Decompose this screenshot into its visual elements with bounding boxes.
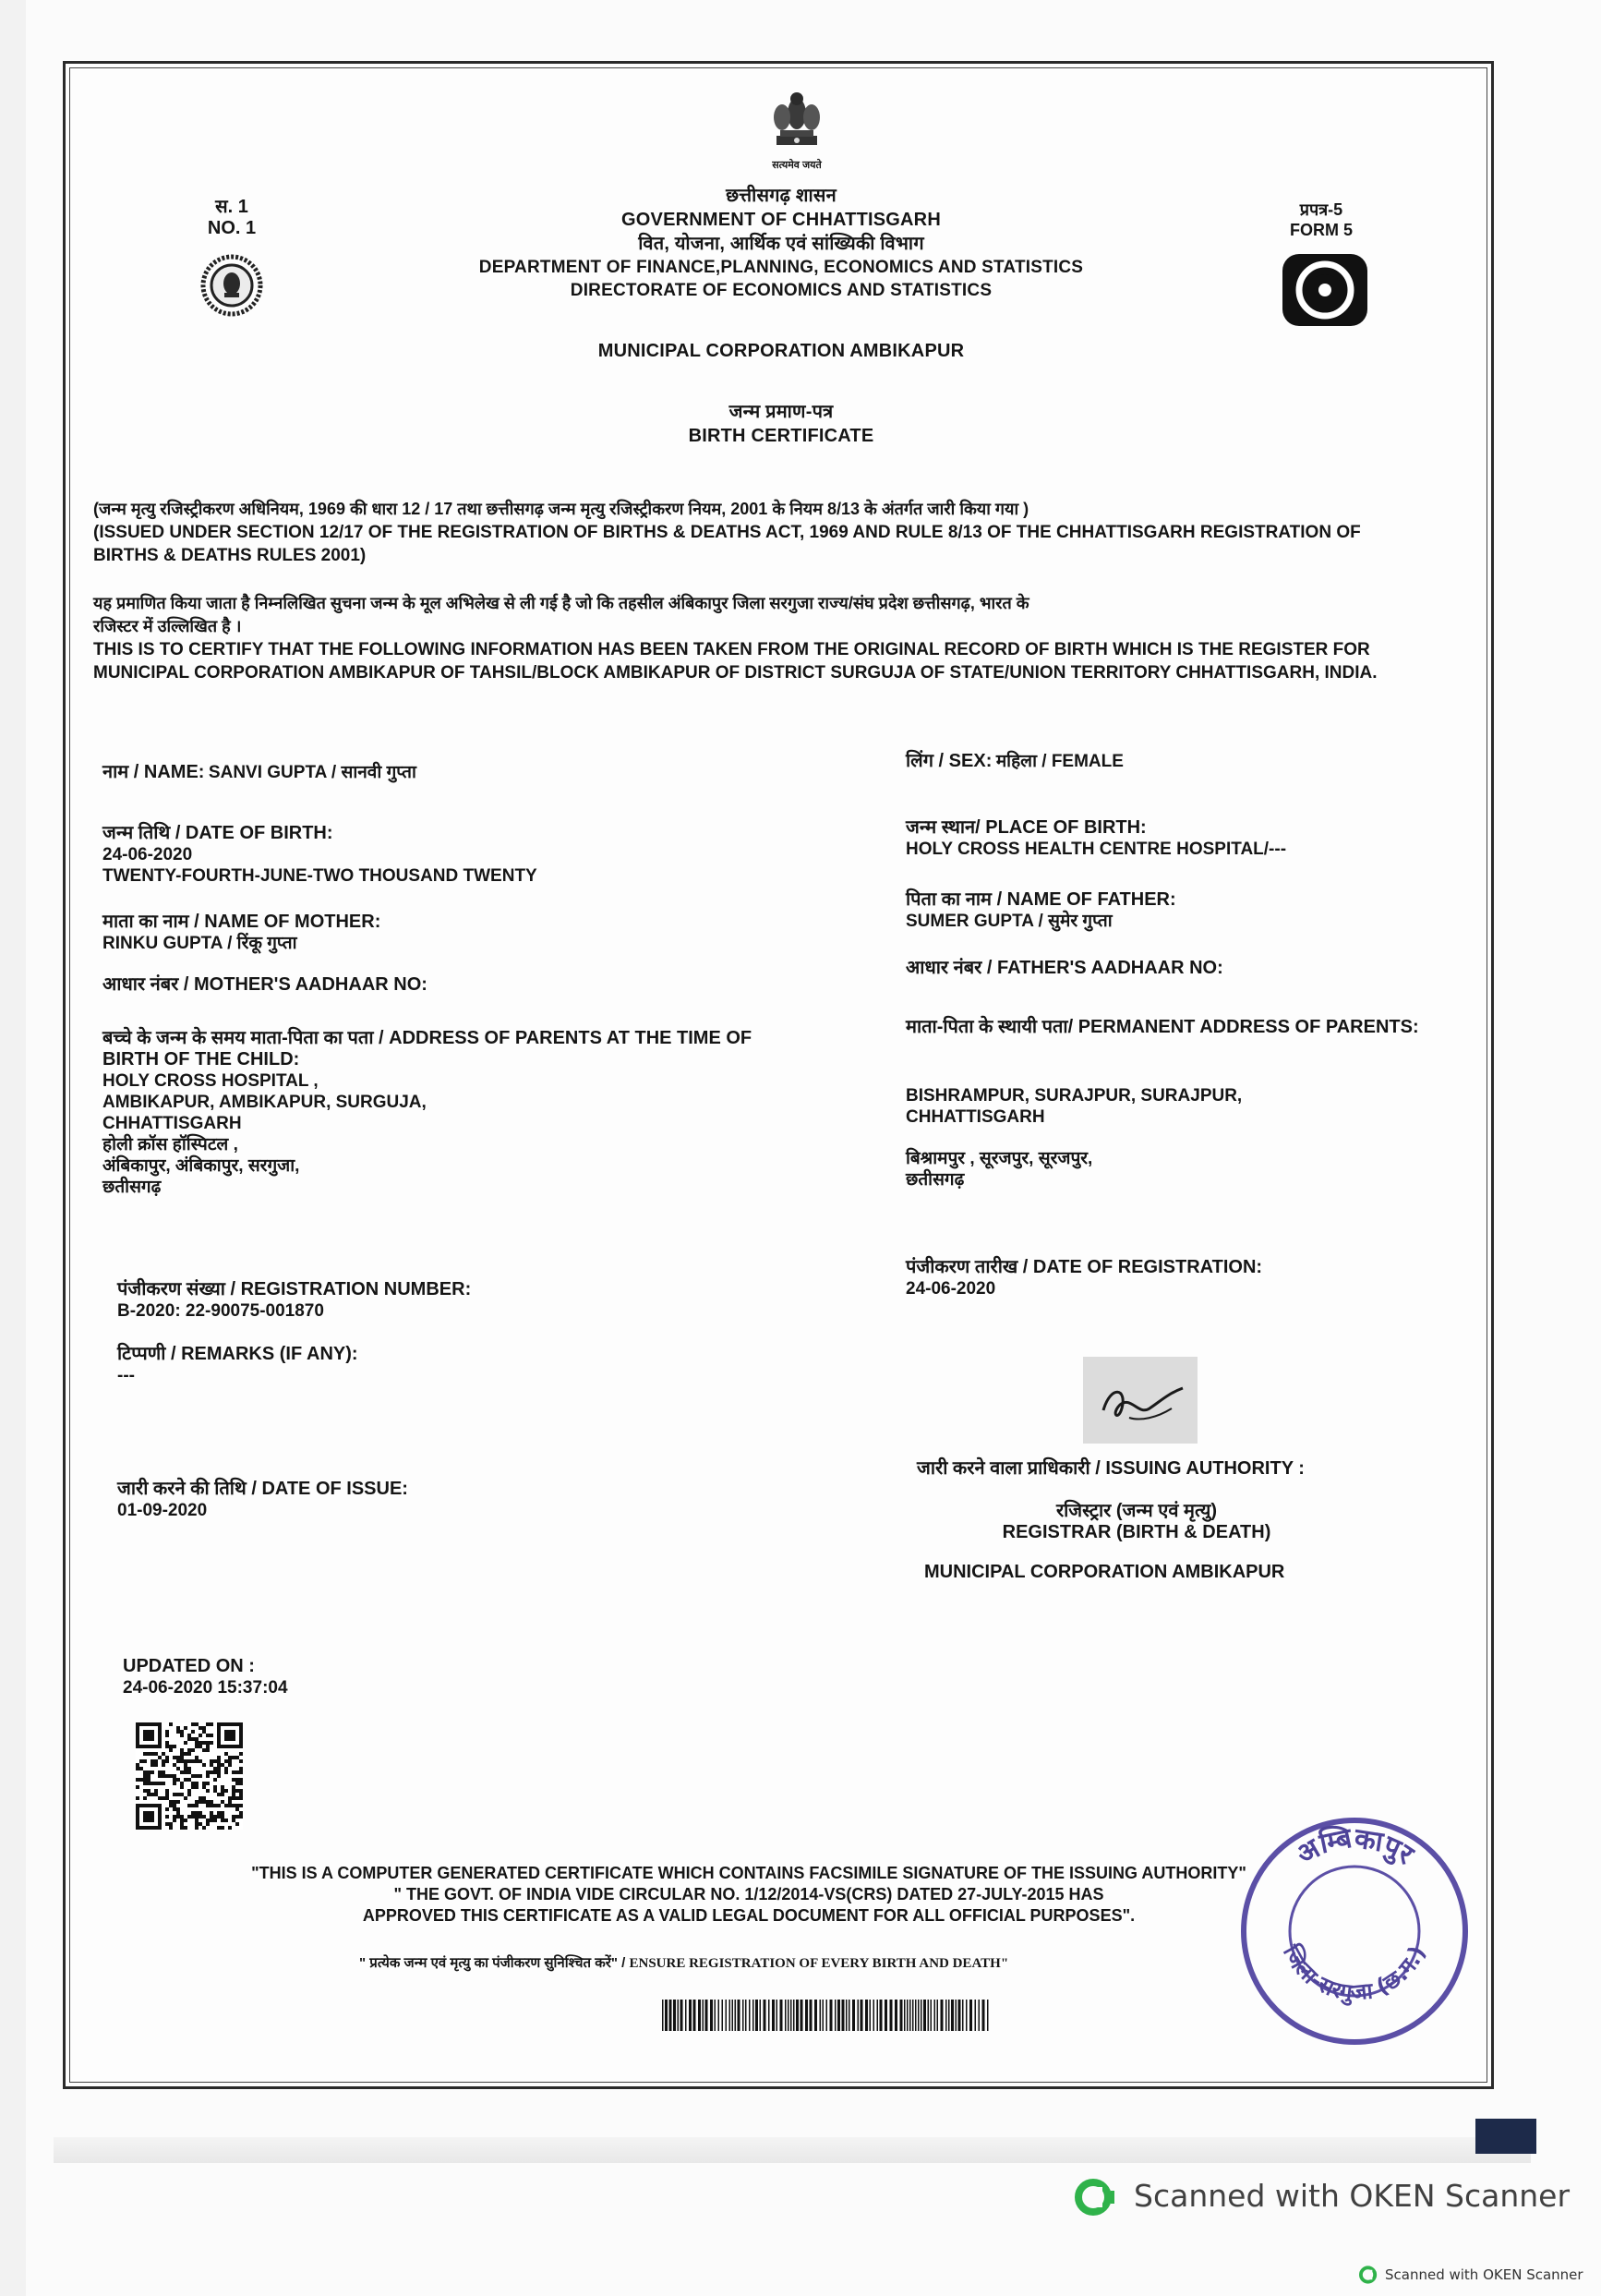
date-of-issue-label: जारी करने की तिथि / DATE OF ISSUE: <box>117 1479 408 1499</box>
census-logo-icon <box>1279 250 1371 330</box>
scanner-logo-icon <box>1075 2176 1117 2218</box>
place-of-birth-label: जन्म स्थान/ PLACE OF BIRTH: <box>906 817 1147 838</box>
mother-name-value: RINKU GUPTA / रिंकू गुप्ता <box>102 934 297 953</box>
serial-number-block <box>204 193 259 239</box>
date-of-issue-value: 01-09-2020 <box>117 1501 208 1520</box>
registrar-en: REGISTRAR (BIRTH & DEATH) <box>1002 1522 1271 1542</box>
address-line: होली क्रॉस हॉस्पिटल , <box>102 1135 238 1154</box>
date-of-registration-field <box>906 1253 1460 1299</box>
government-header <box>435 184 1127 302</box>
certify-en-1: THIS IS TO CERTIFY THAT THE FOLLOWING INFORMATION HAS BEEN TAKEN FROM THE ORIGINAL RECORD OF BIRTH WHICH IS THE REGISTER FOR <box>93 640 1370 659</box>
updated-on-value: 24-06-2020 15:37:04 <box>123 1678 288 1698</box>
government-en: GOVERNMENT OF CHHATTISGARH <box>621 210 941 230</box>
certificate-title-en: BIRTH CERTIFICATE <box>688 426 874 446</box>
authority-organisation: MUNICIPAL CORPORATION AMBIKAPUR <box>924 1562 1285 1582</box>
barcode <box>662 2000 994 2031</box>
scan-dark-corner <box>1475 2119 1536 2154</box>
issuing-authority-label: जारी करने वाला प्राधिकारी / ISSUING AUTHORITY : <box>917 1458 1305 1479</box>
registrar-signature <box>1083 1357 1198 1444</box>
svg-text:जिला-सरगुजा (छ.ग.) <box>1278 1940 1431 2006</box>
stamp-text-bottom: जिला-सरगुजा (छ.ग.) <box>1278 1940 1431 2006</box>
certificate-title <box>435 400 1127 448</box>
address-at-birth-label-2: BIRTH OF THE CHILD: <box>102 1049 300 1069</box>
ensure-registration-en: ENSURE REGISTRATION OF EVERY BIRTH AND DEATH" <box>629 1956 1009 1971</box>
place-of-birth-value: HOLY CROSS HEALTH CENTRE HOSPITAL/--- <box>906 840 1287 859</box>
address-line: HOLY CROSS HOSPITAL , <box>102 1071 319 1091</box>
emblem-motto: सत्यमेव जयते <box>772 160 822 171</box>
updated-on-label: UPDATED ON : <box>123 1656 255 1676</box>
address-line: AMBIKAPUR, AMBIKAPUR, SURGUJA, <box>102 1093 427 1112</box>
permanent-address-line: CHHATTISGARH <box>906 1107 1045 1127</box>
form-number-block <box>1266 199 1377 240</box>
form-number-en: FORM 5 <box>1289 221 1353 239</box>
state-seal-icon <box>200 254 263 317</box>
registration-number-value: B-2020: 22-90075-001870 <box>117 1301 324 1321</box>
certificate-title-hi: जन्म प्रमाण-पत्र <box>728 402 834 422</box>
official-round-stamp <box>1234 1811 1475 2051</box>
serial-number-en: NO. 1 <box>207 218 257 238</box>
scanner-watermark <box>1075 2169 1573 2228</box>
name-value: SANVI GUPTA / सानवी गुप्ता <box>208 763 416 782</box>
father-name-value: SUMER GUPTA / सुमेर गुप्ता <box>906 912 1113 931</box>
mother-name-label: माता का नाम / NAME OF MOTHER: <box>102 912 381 932</box>
father-aadhaar-label: आधार नंबर / FATHER'S AADHAAR NO: <box>906 958 1223 978</box>
certificate-footer <box>213 1863 1284 1927</box>
scanner-logo-small-icon <box>1359 2265 1379 2285</box>
scanner-watermark-text: Scanned with OKEN Scanner <box>1134 2178 1571 2214</box>
updated-on-field <box>123 1656 492 1698</box>
issued-under-hi: (जन्म मृत्यु रजिस्ट्रीकरण अधिनियम, 1969 की धारा 12 / 17 तथा छत्तीसगढ़ जन्म मृत्यु रजिस्ट्रीकरण नियम, 2001 के नियम 8/13 के अंतर्गत जारी किया गया ) <box>93 500 1029 518</box>
date-of-registration-label: पंजीकरण तारीख / DATE OF REGISTRATION: <box>906 1257 1263 1277</box>
department-en: DEPARTMENT OF FINANCE,PLANNING, ECONOMICS AND STATISTICS <box>478 258 1084 277</box>
issued-under-en-2: BIRTHS & DEATHS RULES 2001) <box>93 546 367 565</box>
address-at-birth-field <box>102 1024 804 1198</box>
remarks-value: --- <box>117 1366 135 1385</box>
birth-certificate <box>63 61 1494 2089</box>
footer-line-1: "THIS IS A COMPUTER GENERATED CERTIFICATE WHICH CONTAINS FACSIMILE SIGNATURE OF THE ISSUING AUTHORITY" <box>251 1864 1246 1882</box>
certify-hi-2: रजिस्टर में उल्लिखित है । <box>93 617 242 635</box>
scanner-watermark-small <box>1359 2263 1599 2287</box>
issued-under-en-1: (ISSUED UNDER SECTION 12/17 OF THE REGISTRATION OF BIRTHS & DEATHS ACT, 1969 AND RULE 8/13 OF THE CHHATTISGARH REGISTRATION OF <box>93 523 1361 542</box>
registration-number-label: पंजीकरण संख्या / REGISTRATION NUMBER: <box>117 1279 472 1299</box>
dob-value: 24-06-2020 <box>102 845 193 864</box>
dob-in-words: TWENTY-FOURTH-JUNE-TWO THOUSAND TWENTY <box>102 866 537 886</box>
date-of-issue-field <box>117 1475 708 1521</box>
certification-statement <box>93 592 1469 684</box>
permanent-address-label: माता-पिता के स्थायी पता/ PERMANENT ADDRESS OF PARENTS: <box>906 1017 1419 1037</box>
permanent-address-hi-line: छतीसगढ़ <box>906 1170 965 1190</box>
national-emblem-icon <box>760 84 834 173</box>
directorate: DIRECTORATE OF ECONOMICS AND STATISTICS <box>570 281 993 300</box>
footer-line-2: " THE GOVT. OF INDIA VIDE CIRCULAR NO. 1/12/2014-VS(CRS) DATED 27-JULY-2015 HAS <box>393 1885 1104 1903</box>
date-of-registration-value: 24-06-2020 <box>906 1279 996 1299</box>
scan-edge <box>0 0 26 2296</box>
form-number-hi: प्रपत्र-5 <box>1299 200 1343 219</box>
address-line: छतीसगढ़ <box>102 1178 162 1197</box>
government-hi: छत्तीसगढ़ शासन <box>726 186 837 206</box>
place-of-birth-field <box>906 814 1460 860</box>
registrar-title <box>952 1497 1321 1543</box>
date-of-birth-field <box>102 819 693 887</box>
ensure-registration-hi: " प्रत्येक जन्म एवं मृत्यु का पंजीकरण सुनिश्चित करें" / <box>359 1955 626 1971</box>
mother-aadhaar-label: आधार नंबर / MOTHER'S AADHAAR NO: <box>102 974 427 995</box>
remarks-label: टिप्पणी / REMARKS (IF ANY): <box>117 1344 358 1364</box>
qr-code <box>136 1722 243 1830</box>
father-name-field <box>906 886 1460 932</box>
footer-line-3: APPROVED THIS CERTIFICATE AS A VALID LEGAL DOCUMENT FOR ALL OFFICIAL PURPOSES". <box>362 1906 1136 1925</box>
certify-en-2: MUNICIPAL CORPORATION AMBIKAPUR OF TAHSIL/BLOCK AMBIKAPUR OF DISTRICT SURGUJA OF STATE/UNION TERRITORY CHHATTISGARH, INDIA. <box>93 663 1378 683</box>
sex-value: महिला / FEMALE <box>995 752 1124 771</box>
scan-bottom-edge <box>54 2137 1531 2163</box>
issued-under-section <box>93 498 1469 567</box>
remarks-field <box>117 1340 708 1386</box>
department-hi: वित, योजना, आर्थिक एवं सांख्यिकी विभाग <box>638 234 924 254</box>
dob-label: जन्म तिथि / DATE OF BIRTH: <box>102 823 333 843</box>
name-field <box>102 758 693 783</box>
municipal-corporation-heading: MUNICIPAL CORPORATION AMBIKAPUR <box>597 341 965 361</box>
sex-field <box>906 747 1460 772</box>
father-name-label: पिता का नाम / NAME OF FATHER: <box>906 889 1176 910</box>
registration-number-field <box>117 1275 708 1322</box>
ensure-registration-line <box>359 1953 1310 1972</box>
stamp-text-top: अम्बिकापुर <box>1291 1821 1419 1872</box>
address-line: अंबिकापुर, अंबिकापुर, सरगुजा, <box>102 1156 300 1176</box>
registrar-hi: रजिस्ट्रार (जन्म एवं मृत्यु) <box>1055 1501 1218 1521</box>
permanent-address-en <box>906 1085 1460 1128</box>
permanent-address-hi <box>906 1148 1460 1190</box>
address-line: CHHATTISGARH <box>102 1114 242 1133</box>
mother-name-field <box>102 908 693 954</box>
scanner-watermark-small-text: Scanned with OKEN Scanner <box>1385 2266 1583 2283</box>
sex-label: लिंग / SEX: <box>906 751 993 771</box>
permanent-address-line: BISHRAMPUR, SURAJPUR, SURAJPUR, <box>906 1086 1243 1106</box>
serial-number-hi: स. 1 <box>215 197 248 217</box>
permanent-address-hi-line: बिश्रामपुर , सूरजपुर, सूरजपुर, <box>906 1149 1093 1168</box>
certify-hi-1: यह प्रमाणित किया जाता है निम्नलिखित सुचना जन्म के मूल अभिलेख से ली गई है जो कि तहसील अंबिकापुर जिला सरगुजा राज्य/संघ प्रदेश छत्तीसगढ़, भारत के <box>93 594 1029 612</box>
address-at-birth-label-1: बच्चे के जन्म के समय माता-पिता का पता / ADDRESS OF PARENTS AT THE TIME OF <box>102 1028 752 1048</box>
name-label: नाम / NAME: <box>102 762 205 782</box>
